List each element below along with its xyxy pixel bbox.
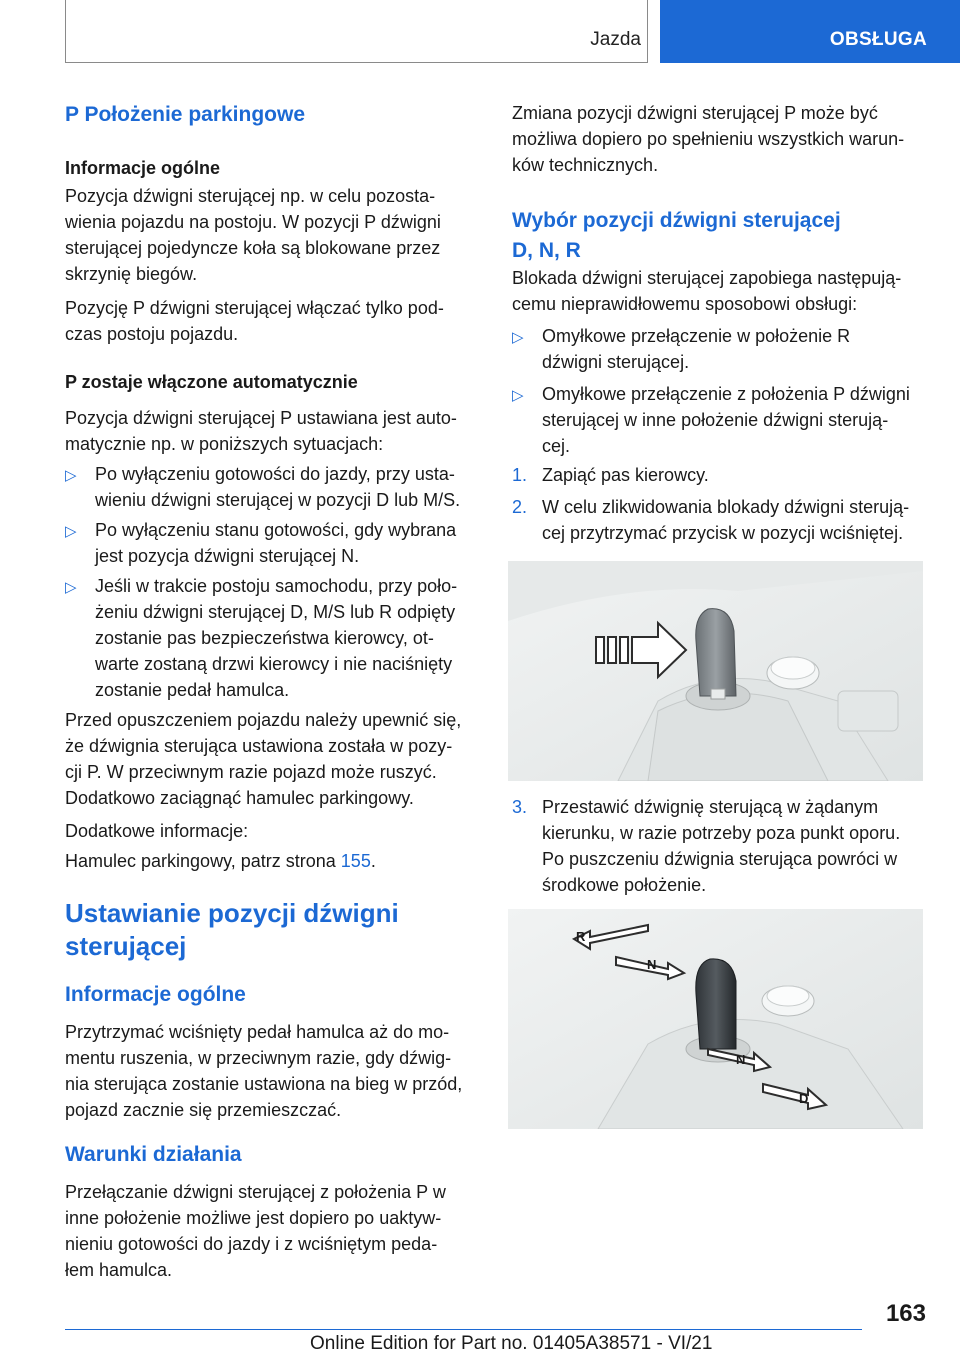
heading-conditions: Warunki działania — [65, 1143, 242, 1166]
header-section-title: Jazda — [590, 29, 641, 50]
step-item: 1. Zapiąć pas kierowcy. — [512, 462, 927, 488]
heading-general-info-2: Informacje ogólne — [65, 983, 246, 1006]
footer-edition: Online Edition for Part no. 01405A38571 - VI/21 — [310, 1333, 713, 1354]
list-item: ▷ Po wyłączeniu gotowości do jazdy, przy usta- wieniu dźwigni sterującej w pozycji D lub M/S. — [65, 464, 461, 510]
bullet-marker-icon: ▷ — [512, 329, 524, 346]
paragraph-conditions: Przełączanie dźwigni sterującej z położenia P w inne położenie możliwe jest dopiero po uaktyw- nieniu gotowości do jazdy i z wciśniętym peda- łem hamulca. — [65, 1182, 446, 1280]
header-chapter-tab[interactable] — [660, 0, 960, 63]
step-item: 3. Przestawić dźwignię sterującą w żądanym kierunku, w razie potrzeby poza punkt oporu. Po puszczeniu dźwignia sterująca powróci w środkowe położenie. — [512, 794, 927, 898]
paragraph-lock: Blokada dźwigni sterującej zapobiega następują- cemu nieprawidłowemu sposobowi obsługi: — [512, 268, 902, 314]
step-number: 3. — [512, 797, 528, 817]
step-item: 2. W celu zlikwidowania blokady dźwigni sterują- cej przytrzymać przycisk w pozycji wciśniętej. — [512, 494, 927, 546]
subheading-general-info: Informacje ogólne — [65, 158, 221, 178]
heading-p-position: P Położenie parkingowe — [65, 103, 306, 126]
bullet-marker-icon: ▷ — [512, 387, 524, 404]
paragraph-engage-p: Pozycję P dźwigni sterującej włączać tylko pod- czas postoju pojazdu. — [65, 298, 444, 344]
direction-label: D — [799, 1091, 809, 1106]
bullet-marker-icon: ▷ — [65, 467, 77, 484]
list-item: ▷ Po wyłączeniu stanu gotowości, gdy wybrana jest pozycja dźwigni sterującej N. — [65, 520, 457, 566]
direction-label: N — [647, 957, 657, 972]
subheading-auto-p: P zostaje włączone automatycznie — [65, 372, 358, 392]
heading-select-dnr: Wybór pozycji dźwigni sterującej D, N, R — [512, 209, 841, 262]
header-section-box — [65, 0, 648, 63]
step-number: 1. — [512, 465, 528, 485]
figure-shifter-directions — [508, 909, 923, 1129]
direction-label: N — [736, 1052, 746, 1067]
paragraph-auto: Pozycja dźwigni sterującej P ustawiana jest auto- matycznie np. w poniższych sytuacjach: — [65, 408, 457, 454]
footer-divider — [65, 1329, 862, 1330]
bullet-marker-icon: ▷ — [65, 523, 77, 540]
paragraph-see-page: Hamulec parkingowy, patrz strona 155. — [65, 851, 376, 871]
paragraph-general: Pozycja dźwigni sterującej np. w celu pozosta- wienia pojazdu na postoju. W pozycji P dźwigni sterującej pojedyncze koła są blokowane przez skrzynię biegów. — [65, 186, 441, 284]
list-item: ▷ Jeśli w trakcie postoju samochodu, przy poło- żeniu dźwigni sterującej D, M/S lub R odpięty zostanie pas bezpieczeństwa kierowcy, ot- warte zostaną drzwi kierowcy i nie naciśnięty zostanie pedał hamulca. — [65, 576, 458, 700]
paragraph-before-leaving: Przed opuszczeniem pojazdu należy upewnić się, że dźwignia sterująca ustawiona została w pozy- cji P. W przeciwnym razie pojazd może ruszyć. Dodatkowo zaciągnąć hamulec parkingowy. — [65, 710, 462, 808]
page-link[interactable]: 155 — [340, 851, 371, 871]
bullet-marker-icon: ▷ — [65, 579, 77, 596]
step-number: 2. — [512, 497, 528, 517]
figure-shifter-unlock — [508, 561, 923, 781]
shifter-unlock-illustration — [508, 561, 923, 781]
page-number: 163 — [885, 1300, 926, 1327]
paragraph-hold-brake: Przytrzymać wciśnięty pedał hamulca aż do mo- mentu ruszenia, w przeciwnym razie, gdy dźwig- nia sterująca zostanie ustawiona na bieg w przód, pojazd zacznie się przemieszczać. — [65, 1022, 463, 1120]
heading-set-selector: Ustawianie pozycji dźwigni sterującej — [65, 898, 399, 961]
list-item: ▷ Omyłkowe przełączenie z położenia P dźwigni sterującej w inne położenie dźwigni sterują- cej. — [512, 384, 910, 456]
shifter-directions-illustration — [508, 909, 923, 1129]
header-chapter-title: OBSŁUGA — [829, 29, 927, 50]
paragraph-additional-info: Dodatkowe informacje: — [65, 821, 249, 841]
paragraph-change-possible: Zmiana pozycji dźwigni sterującej P może być możliwa dopiero po spełnieniu wszystkich warun- ków technicznych. — [512, 103, 905, 175]
direction-label: R — [576, 929, 586, 944]
list-item: ▷ Omyłkowe przełączenie w położenie R dźwigni sterującej. — [512, 326, 851, 372]
